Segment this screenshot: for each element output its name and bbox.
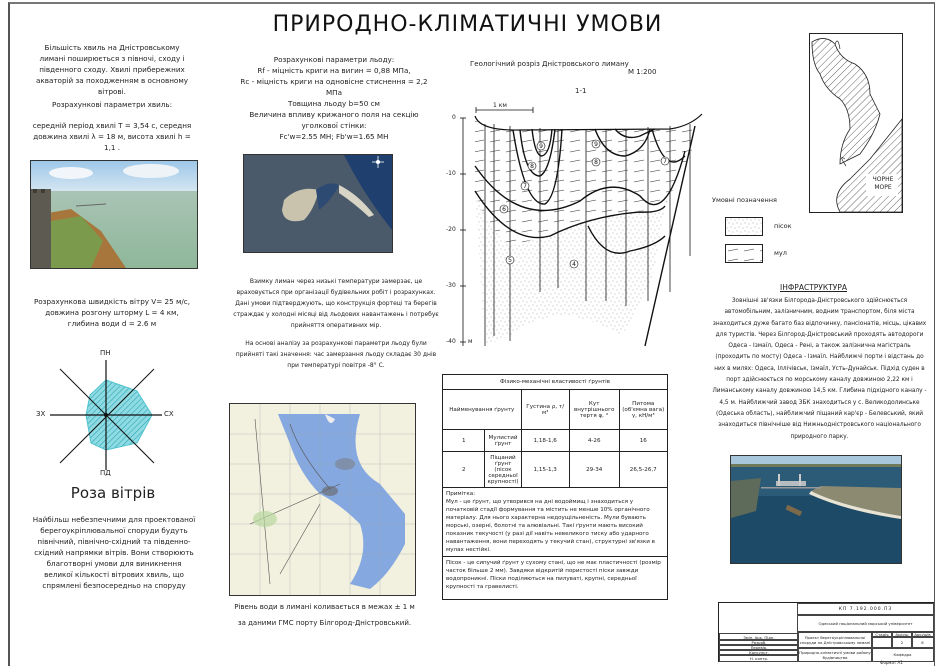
col-header-density: Густина ρ, т/м³ bbox=[521, 390, 569, 430]
scale-bar-label: 1 км bbox=[493, 102, 507, 109]
wind-rose-diagram bbox=[36, 345, 186, 480]
infrastructure-text: Зовнішні зв'язки Білгорода-Дністровського здійснюється автомобільним, залізничним, водним транспортом, біля міста знаходиться дуже багато баз відпочинку, пансіонатів, місць, цікавих для туристів. Через Білгород-Дністровський проходять автодороги Одеса - Ізмаїл, Одеса - Рені, а також залізнична магістраль (проходить по мосту) Одеса - Ізмаїл. Найближчі порти і відстань до них в милях: Одеса, Іллічівськ, Ізмаїл, Усть-Дунайськ. Підхід суден в порт здійснюється по морському каналу довжиною 2,22 км і Лиманському каналу довжиною 14,5 км. Глибина підхідного каналу - 4,5 м. Найближчий завод ЗБК знаходиться у с. Великодолинське (Одеська область), найближчий піщаний кар'єр - Белевський, який знаходиться північніше від Нижньодністровського національного природного парку. bbox=[712, 298, 927, 440]
col-header-angle: Кут внутрішнього тертя φ, ° bbox=[569, 390, 619, 430]
legend-sand-label: пісок bbox=[774, 222, 792, 230]
depth-tick-10: -10 bbox=[446, 170, 456, 177]
depth-tick-40: -40 bbox=[446, 338, 456, 345]
ice-text-2: На основі аналізу за розрахункові параметри льоду були прийняті такі значення: час замерзання льоду складає 30 днів при температурі повітря -8° С. bbox=[235, 340, 437, 369]
geology-cross-section bbox=[440, 96, 705, 356]
drawing-code: КП 7.192.000.ПЗ bbox=[797, 603, 934, 616]
waves-params: середній період хвилі T = 3,54 с, середня довжина хвилі λ = 18 м, висота хвилі h = 1,1 . bbox=[32, 121, 192, 152]
svg-text:9: 9 bbox=[539, 143, 543, 150]
soil-properties-table bbox=[442, 374, 668, 600]
waves-params-heading: Розрахункові параметри хвиль: bbox=[51, 100, 172, 109]
geology-scale: М 1:200 bbox=[628, 68, 657, 76]
table-row: 1 Мулистий ґрунт 1,18-1,6 4-26 16 bbox=[443, 430, 668, 452]
role-designer: Розроб. bbox=[719, 639, 799, 646]
stage-label: Стадія bbox=[871, 631, 893, 638]
role-checker: Перевір. bbox=[719, 644, 799, 651]
geology-section-label: 1-1 bbox=[575, 87, 587, 95]
wind-rose-east-label: СХ bbox=[164, 410, 174, 418]
ice-line-impact: Величина впливу крижаного поля на секцію уголкової стінки: bbox=[249, 110, 419, 130]
fortress-photo bbox=[30, 160, 198, 269]
depth-tick-30: -30 bbox=[446, 282, 456, 289]
ice-line-rf: Rf - міцність криги на вигин = 0,88 МПа, bbox=[257, 66, 411, 75]
depth-tick-0: 0 bbox=[452, 114, 456, 121]
wind-rose-south-label: ПД bbox=[100, 469, 111, 477]
note-silt: Примітка: Мул - це ґрунт, що утворився на дні водоймищ і знаходиться у початковій стадії формування та містить не менше 10% органічного матеріалу. Для нього характерна недоущільненість. Мули бувають морські, озерні, болотні та алювіальні. Такі ґрунти мають високий показник текучості (у разі дії навіть невеликого тиску або ударного навантаження, вони переходять у текучий стан), структурні зв'язки в мулах нестійкі. bbox=[442, 488, 668, 557]
organization-name: Одеський національний морський університет bbox=[797, 614, 934, 633]
col-header-name: Найменування ґрунту bbox=[443, 390, 522, 430]
inset-location-map bbox=[809, 33, 903, 213]
wind-rose-west-label: ЗХ bbox=[36, 410, 46, 418]
revision-labels: Змін. Арк. Підп. bbox=[719, 633, 799, 641]
department: Кафедра bbox=[871, 647, 934, 662]
svg-text:9: 9 bbox=[594, 141, 598, 148]
port-photo bbox=[730, 455, 902, 564]
sheet-title: Природно-кліматичні умови району будівництва bbox=[797, 647, 873, 662]
wind-params: Розрахункова швидкість вітру V= 25 м/с, довжина розгону шторму L = 4 км, глибина води d = 2.6 м bbox=[33, 297, 191, 328]
ice-params bbox=[232, 54, 436, 142]
wind-conclusion: Найбільш небезпечними для проектованої берегоукріплювальної споруди будуть північний, північно-східний та південно-східний напрямки вітрів. Вони створюють благотворні умови для виникнення великої кількості вітрових хвиль, що спрямлені безпосередньо на споруду bbox=[32, 515, 196, 590]
svg-text:5: 5 bbox=[508, 257, 512, 264]
table-title: Фізико-механічні властивості ґрунтів bbox=[443, 375, 668, 390]
ice-text-1: Взимку лиман через низькі температури замерзає, це враховується при організації будівельних робіт і розрахунках. Дані умови підтверджують, що конструкція фортеці та берегів страждає у холодні місяці від льодових навантажень і потребує прийняття оперативних мір. bbox=[233, 278, 439, 329]
topographic-map bbox=[229, 403, 416, 596]
svg-text:7: 7 bbox=[663, 158, 667, 165]
water-level-text: Рівень води в лимані коливається в межах ± 1 м за даними ГМС порту Білгород-Дністровський. bbox=[234, 603, 415, 627]
waves-intro: Більшість хвиль на Дністровському лимані поширюється з півночі, сходу і південного сходу. Хвилі прибережних акваторій за походженням в основному вітрові. bbox=[35, 43, 188, 96]
svg-text:7: 7 bbox=[523, 183, 527, 190]
col-header-weight: Питома (об'ємна вага) γ, кН/м³ bbox=[619, 390, 667, 430]
depth-tick-20: -20 bbox=[446, 226, 456, 233]
sheet-number: 2 bbox=[891, 636, 913, 649]
ice-line-rc: Rc - міцність криги на одновісне стиснення = 2,2 МПа bbox=[240, 77, 428, 97]
legend-title: Умовні позначення bbox=[712, 196, 777, 204]
svg-text:4: 4 bbox=[572, 261, 576, 268]
sheet-label: Аркуш bbox=[891, 631, 913, 638]
legend-silt-swatch bbox=[725, 244, 763, 263]
svg-text:6: 6 bbox=[502, 206, 506, 213]
note-sand: Пісок - це сипучий ґрунт у сухому стані, що не має пластичності (розмір часток більше 2 мм). Завдяки відкритій пористості піски завжди водопроникні. Піски поділяються на пилуваті, крупні, середньої крупності та гравелисті. bbox=[442, 557, 668, 600]
role-norm-control: Н. контр. bbox=[719, 654, 799, 662]
ice-line-thickness: Товщина льоду b=50 см bbox=[288, 99, 380, 108]
sheets-total: 6 bbox=[911, 636, 934, 649]
page-title: ПРИРОДНО-КЛІМАТИЧНІ УМОВИ bbox=[272, 12, 663, 37]
revision-grid bbox=[719, 603, 798, 634]
geology-title: Геологічний розріз Дністровського лиману bbox=[470, 60, 629, 68]
role-consultant: Консульт. bbox=[719, 649, 799, 656]
sheet-format: Формат A1 bbox=[880, 660, 903, 665]
depth-unit: м bbox=[468, 338, 473, 345]
sheets-label: Аркушів bbox=[911, 631, 934, 638]
ice-heading: Розрахункові параметри льоду: bbox=[273, 55, 395, 64]
svg-text:8: 8 bbox=[530, 163, 534, 170]
black-sea-label: ЧОРНЕ МОРЕ bbox=[872, 176, 894, 191]
project-name: Проект берегоукріплювальної споруди на Дністровському лимані bbox=[797, 631, 873, 649]
title-block-stamp bbox=[718, 602, 934, 662]
legend-silt-label: мул bbox=[774, 249, 787, 257]
satellite-photo bbox=[243, 154, 393, 253]
svg-text:8: 8 bbox=[594, 159, 598, 166]
wind-rose-title: Роза вітрів bbox=[70, 484, 156, 502]
table-row: 2 Піщаний ґрунт (пісок середньої крупності) 1,15-1,3 29-34 26,5-26,7 bbox=[443, 452, 668, 488]
legend-sand-swatch bbox=[725, 217, 763, 236]
ice-line-forces: Fc'w=2.55 МН; Fb'w=1.65 МН bbox=[279, 132, 389, 141]
wind-rose-north-label: ПН bbox=[100, 349, 111, 357]
infrastructure-heading: ІНФРАСТРУКТУРА bbox=[780, 283, 848, 292]
